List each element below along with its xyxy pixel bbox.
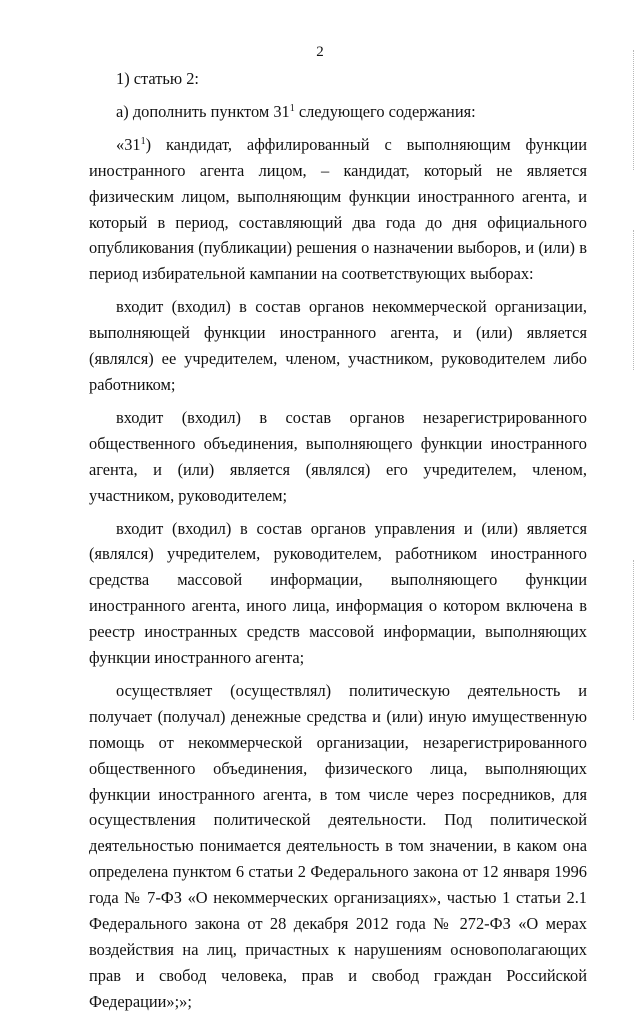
amendment-item-a [89,99,587,125]
definition-number: «31 [116,134,141,154]
amendment-item-a-text-end: следующего содержания: [294,101,476,121]
criterion-paragraph-2: входит (входил) в состав органов незарегистрированного общественного объединения, выполняющего функции иностранного агента, и (или) является (являлся) его учредителем, членом, участником, руководителем; [89,407,587,505]
criterion-paragraph-3: входит (входил) в состав органов управления и (или) является (являлся) учредителем, руководителем, работником иностранного средства массовой информации, выполняющего функции иностранного агента, иного лица, информация о котором включена в реестр иностранных средств массовой информации, выполняющих функции иностранного агента; [89,518,587,668]
criterion-paragraph-1: входит (входил) в состав органов некоммерческой организации, выполняющей функции иностранного агента, и (или) является (являлся) ее учредителем, членом, участником, руководителем либо работником; [89,297,587,394]
page-number: 2 [316,44,324,60]
amendment-item-a-text: а) дополнить пунктом 31 [116,101,290,121]
amendment-item-1: 1) статью 2: [116,69,199,88]
scan-edge-mark [630,50,634,170]
scan-edge-mark [630,560,634,720]
scan-edge-mark [630,230,634,370]
definition-paragraph [89,132,587,287]
definition-text: ) кандидат, аффилированный с выполняющим функции иностранного агента лицом, – кандидат, который не является физическим лицом, выполняющим функции иностранного агента, и который в период, составляющий два года до дня официального опубликования (публикации) решения о назначении выборов, и (или) в период избирательной кампании на соответствующих выборах: [89,134,587,284]
superscript: 1 [140,135,146,147]
superscript: 1 [289,102,295,114]
document-body [89,66,587,1015]
criterion-paragraph-4: осуществляет (осуществлял) политическую деятельность и получает (получал) денежные средства и (или) иную имущественную помощь от некоммерческой организации, незарегистрированного общественного объединения, физического лица, выполняющих функции иностранного агента, в том числе через посредников, для осуществления политической деятельности. Под политической деятельностью понимается деятельность в том значении, в каком она определена пунктом 6 статьи 2 Федерального закона от 12 января 1996 года № 7-ФЗ «О некоммерческих организациях», частью 1 статьи 2.1 Федерального закона от 28 декабря 2012 года № 272-ФЗ «О мерах воздействия на лиц, причастных к нарушениям основополагающих прав и свобод человека, прав и свобод граждан Российской Федерации»;»; [89,680,587,1011]
